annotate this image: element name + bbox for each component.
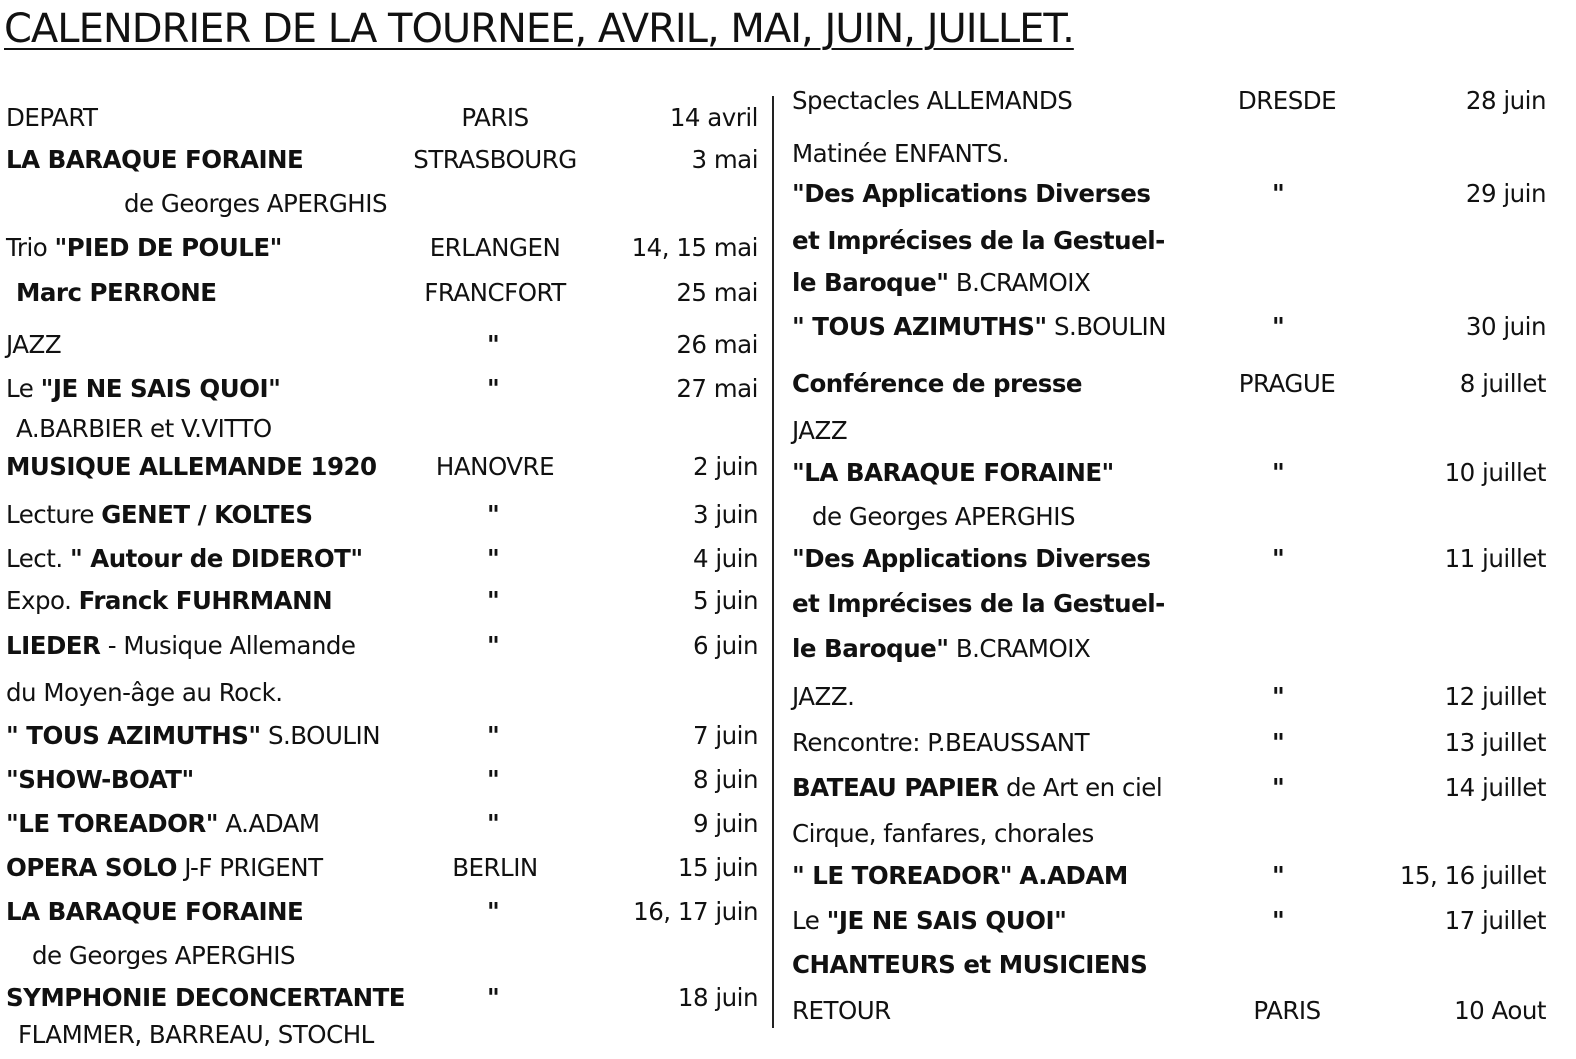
entry-bold-text: Marc PERRONE <box>16 278 217 307</box>
entry-text: Expo. <box>6 586 79 615</box>
date-label: 4 juin <box>692 544 758 573</box>
left-entry-text <box>6 809 320 838</box>
left-entry-text <box>6 983 406 1012</box>
left-entry-text <box>6 853 323 882</box>
entry-text: - Musique Allemande <box>100 631 356 660</box>
entry-bold-text: "JE NE SAIS QUOI" <box>40 374 281 403</box>
entry-bold-text: LA BARAQUE FORAINE <box>6 897 304 926</box>
right-entry-text <box>792 634 1091 663</box>
ditto-mark: " <box>1272 906 1285 935</box>
date-label: 6 juin <box>692 631 758 660</box>
right-entry-text <box>792 544 1151 573</box>
right-entry-text <box>792 819 1094 848</box>
entry-bold-text: "SHOW-BOAT" <box>6 765 194 794</box>
date-label: 16, 17 juin <box>633 897 758 926</box>
date-label: 15 juin <box>677 853 758 882</box>
date-label: 3 mai <box>691 145 758 174</box>
ditto-mark: " <box>487 586 500 615</box>
entry-text: Rencontre: P.BEAUSSANT <box>792 728 1090 757</box>
left-entry-text <box>16 278 217 307</box>
ditto-mark: " <box>1272 773 1285 802</box>
date-label: 11 juillet <box>1444 544 1546 573</box>
left-entry-text <box>6 374 281 403</box>
left-entry-text <box>6 721 381 750</box>
entry-text: de Georges APERGHIS <box>812 502 1076 531</box>
entry-bold-text: CHANTEURS et MUSICIENS <box>792 950 1148 979</box>
entry-bold-text: A.ADAM <box>1019 861 1128 890</box>
right-entry-text <box>792 950 1148 979</box>
entry-text: B.CRAMOIX <box>948 634 1091 663</box>
date-label: 14 juillet <box>1444 773 1546 802</box>
right-entry-text <box>792 139 1010 168</box>
entry-text: du Moyen-âge au Rock. <box>6 678 283 707</box>
entry-text: Trio <box>6 233 55 262</box>
city-label: FRANCFORT <box>424 278 566 307</box>
entry-bold-text: OPERA SOLO <box>6 853 177 882</box>
date-label: 18 juin <box>677 983 758 1012</box>
date-label: 10 Aout <box>1454 996 1546 1025</box>
entry-bold-text: Conférence de presse <box>792 369 1083 398</box>
date-label: 25 mai <box>676 278 758 307</box>
left-entry-text <box>6 544 363 573</box>
ditto-mark: " <box>1272 682 1285 711</box>
entry-bold-text: "LA BARAQUE FORAINE" <box>792 458 1114 487</box>
ditto-mark: " <box>487 631 500 660</box>
date-label: 26 mai <box>676 330 758 359</box>
city-label: PRAGUE <box>1238 369 1336 398</box>
city-label: DRESDE <box>1237 86 1337 115</box>
right-entry-text <box>792 906 1067 935</box>
entry-text: A.ADAM <box>218 809 320 838</box>
ditto-mark: " <box>487 374 500 403</box>
date-label: 17 juillet <box>1444 906 1546 935</box>
right-entry-text <box>792 312 1167 341</box>
ditto-mark: " <box>1272 458 1285 487</box>
entry-bold-text: " Autour de DIDEROT" <box>69 544 363 573</box>
entry-bold-text: "Des Applications Diverses <box>792 544 1151 573</box>
date-label: 7 juin <box>692 721 758 750</box>
column-divider <box>772 96 774 1028</box>
left-entry-text <box>6 103 98 132</box>
right-entry-text <box>792 682 855 711</box>
left-entry-text <box>6 500 313 529</box>
city-label: PARIS <box>461 103 529 132</box>
right-entry-text <box>792 458 1114 487</box>
entry-text: J-F PRIGENT <box>176 853 323 882</box>
ditto-mark: " <box>1272 544 1285 573</box>
entry-text: Lect. <box>6 544 70 573</box>
entry-text: Spectacles ALLEMANDS <box>792 86 1073 115</box>
left-entry-text <box>6 586 333 615</box>
entry-text: FLAMMER, BARREAU, STOCHL <box>18 1020 374 1049</box>
date-label: 10 juillet <box>1444 458 1546 487</box>
entry-text: S.BOULIN <box>1046 312 1167 341</box>
entry-text: JAZZ <box>792 416 848 445</box>
right-entry-text <box>812 502 1076 531</box>
right-entry-text <box>792 773 1163 802</box>
right-entry-text <box>792 416 848 445</box>
left-entry-text <box>32 941 296 970</box>
entry-text: S.BOULIN <box>260 721 381 750</box>
entry-bold-text: le Baroque" <box>792 634 949 663</box>
right-entry-text <box>792 369 1083 398</box>
entry-text: Cirque, fanfares, chorales <box>792 819 1094 848</box>
left-entry-text <box>18 1020 374 1049</box>
date-label: 27 mai <box>676 374 758 403</box>
left-entry-text <box>124 189 388 218</box>
right-entry-text <box>792 589 1165 618</box>
entry-text: A.BARBIER et V.VITTO <box>16 414 272 443</box>
ditto-mark: " <box>487 544 500 573</box>
date-label: 5 juin <box>692 586 758 615</box>
ditto-mark: " <box>487 809 500 838</box>
right-entry-text <box>792 861 1128 890</box>
entry-text: B.CRAMOIX <box>948 268 1091 297</box>
city-label: BERLIN <box>452 853 538 882</box>
entry-bold-text: "PIED DE POULE" <box>54 233 282 262</box>
entry-bold-text: " LE TOREADOR" <box>792 861 1013 890</box>
entry-bold-text: " TOUS AZIMUTHS" <box>792 312 1047 341</box>
right-entry-text <box>792 86 1073 115</box>
date-label: 9 juin <box>692 809 758 838</box>
entry-bold-text: et Imprécises de la Gestuel- <box>792 226 1165 255</box>
left-entry-text <box>6 765 194 794</box>
date-label: 28 juin <box>1465 86 1546 115</box>
right-entry-text <box>792 179 1151 208</box>
ditto-mark: " <box>487 983 500 1012</box>
left-entry-text <box>6 145 304 174</box>
entry-bold-text: "JE NE SAIS QUOI" <box>826 906 1067 935</box>
date-label: 8 juillet <box>1459 369 1546 398</box>
right-entry-text <box>792 996 891 1025</box>
date-label: 30 juin <box>1465 312 1546 341</box>
ditto-mark: " <box>1272 861 1285 890</box>
ditto-mark: " <box>487 500 500 529</box>
right-entry-text <box>792 268 1091 297</box>
entry-text: Le <box>792 906 827 935</box>
ditto-mark: " <box>1272 312 1285 341</box>
entry-bold-text: LIEDER <box>6 631 101 660</box>
right-entry-text <box>792 226 1165 255</box>
date-label: 13 juillet <box>1444 728 1546 757</box>
entry-bold-text: Franck FUHRMANN <box>78 586 333 615</box>
entry-text: de Georges APERGHIS <box>32 941 296 970</box>
entry-bold-text: le Baroque" <box>792 268 949 297</box>
entry-text: Lecture <box>6 500 102 529</box>
entry-text: Matinée ENFANTS. <box>792 139 1010 168</box>
entry-bold-text: GENET / KOLTES <box>101 500 313 529</box>
entry-bold-text: "Des Applications Diverses <box>792 179 1151 208</box>
city-label: PARIS <box>1253 996 1321 1025</box>
entry-text: DEPART <box>6 103 98 132</box>
entry-bold-text: "LE TOREADOR" <box>6 809 219 838</box>
left-entry-text <box>6 897 304 926</box>
city-label: STRASBOURG <box>413 145 577 174</box>
date-label: 14 avril <box>669 103 758 132</box>
date-label: 2 juin <box>692 452 758 481</box>
left-entry-text <box>16 414 272 443</box>
date-label: 8 juin <box>692 765 758 794</box>
left-entry-text <box>6 233 282 262</box>
left-entry-text <box>6 631 356 660</box>
date-label: 29 juin <box>1465 179 1546 208</box>
entry-text: RETOUR <box>792 996 891 1025</box>
city-label: ERLANGEN <box>429 233 561 262</box>
ditto-mark: " <box>487 897 500 926</box>
entry-text: JAZZ <box>6 330 62 359</box>
entry-bold-text: SYMPHONIE DECONCERTANTE <box>6 983 406 1012</box>
right-entry-text <box>792 728 1090 757</box>
ditto-mark: " <box>487 721 500 750</box>
date-label: 15, 16 juillet <box>1399 861 1546 890</box>
ditto-mark: " <box>1272 179 1285 208</box>
left-entry-text <box>6 452 377 481</box>
date-label: 12 juillet <box>1444 682 1546 711</box>
entry-text: Le <box>6 374 41 403</box>
entry-bold-text: et Imprécises de la Gestuel- <box>792 589 1165 618</box>
entry-bold-text: " TOUS AZIMUTHS" <box>6 721 261 750</box>
entry-bold-text: MUSIQUE ALLEMANDE 1920 <box>6 452 377 481</box>
city-label: HANOVRE <box>435 452 555 481</box>
ditto-mark: " <box>1272 728 1285 757</box>
entry-text: JAZZ. <box>792 682 855 711</box>
entry-bold-text: LA BARAQUE FORAINE <box>6 145 304 174</box>
ditto-mark: " <box>487 330 500 359</box>
entry-text: de Art en ciel <box>998 773 1163 802</box>
page-title: CALENDRIER DE LA TOURNEE, AVRIL, MAI, JUIN, JUILLET. <box>4 6 1074 52</box>
date-label: 3 juin <box>692 500 758 529</box>
left-entry-text <box>6 330 62 359</box>
date-label: 14, 15 mai <box>631 233 758 262</box>
left-entry-text <box>6 678 283 707</box>
entry-bold-text: BATEAU PAPIER <box>792 773 999 802</box>
entry-text: de Georges APERGHIS <box>124 189 388 218</box>
ditto-mark: " <box>487 765 500 794</box>
